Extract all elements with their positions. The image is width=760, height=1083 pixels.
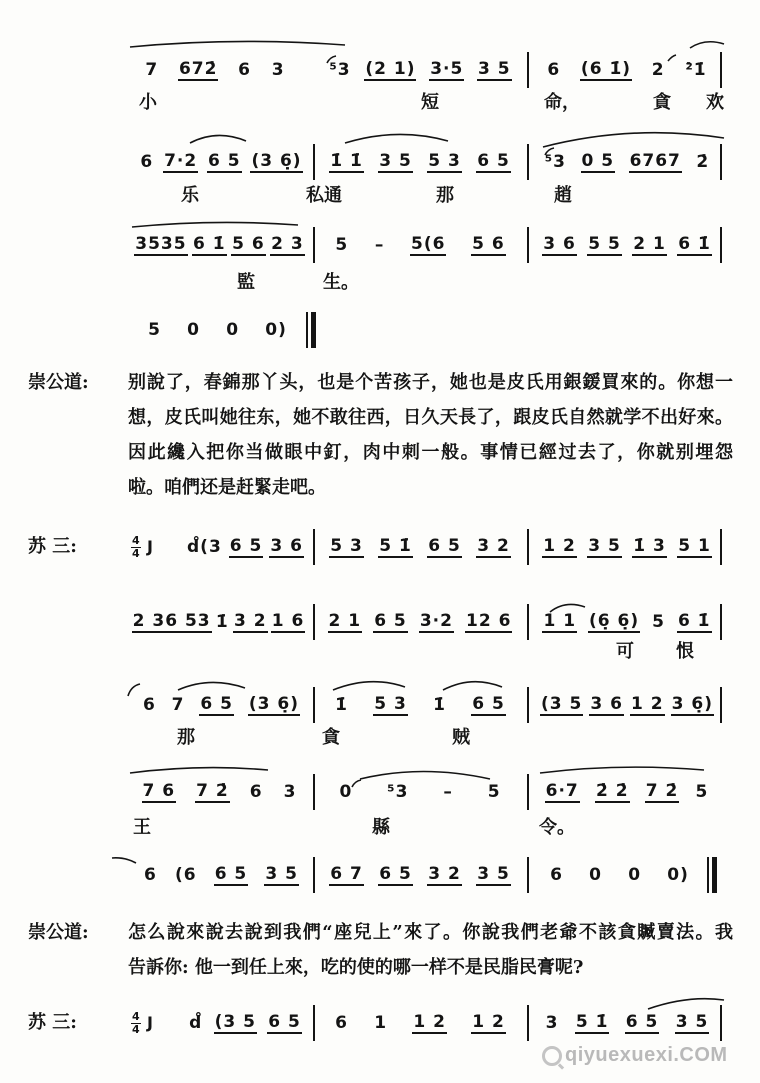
measure: [183, 533, 307, 561]
note-group: 5 3: [428, 151, 461, 171]
note-group: (6: [174, 865, 197, 885]
note-group: 5 6: [232, 234, 265, 254]
measure: [537, 778, 717, 806]
score-system: [0, 312, 760, 348]
speaker-label: 崇公道:: [28, 922, 89, 943]
note-group: 3 2: [428, 864, 461, 884]
note-group: 6 5: [229, 536, 263, 556]
lyric: 貪: [653, 92, 671, 113]
note-group: 5 3: [330, 536, 363, 556]
time-signature-bottom: 4: [132, 547, 140, 560]
note-group: 5 1̇: [575, 1012, 609, 1032]
lyric: 恨: [676, 641, 694, 662]
note-group: (2 1): [365, 59, 416, 79]
note-group: 6: [238, 60, 252, 80]
measure: [537, 861, 702, 889]
measure: [322, 1009, 518, 1037]
speaker-label: 崇公道:: [28, 372, 89, 393]
note-group: 3 6: [590, 694, 623, 714]
watermark-text: qiyuexuexi.COM: [565, 1044, 728, 1066]
lyric: 欢: [706, 92, 724, 113]
barline: [527, 774, 529, 810]
barline: [313, 774, 315, 810]
note-group: 5 5: [588, 234, 621, 254]
watermark-logo-icon: [542, 1046, 562, 1066]
lyric: 贼: [452, 727, 470, 748]
barline: [527, 227, 529, 263]
note-group: 3: [283, 782, 297, 802]
barline: [527, 1005, 529, 1041]
slur: [345, 134, 448, 143]
note-group: ⁵3: [387, 782, 409, 802]
note-group: 5 1: [678, 536, 711, 556]
time-signature-bottom: 4: [132, 1023, 140, 1036]
note-group: 1 1: [543, 611, 577, 631]
note-group: 5: [148, 320, 161, 340]
note-group: 5: [487, 782, 501, 802]
slur: [190, 135, 246, 143]
note-group: 7 2̇: [196, 781, 229, 801]
time-signature-top: 4: [132, 534, 140, 547]
note-group: 1 2: [472, 1012, 505, 1032]
note-group: 6 1̇: [677, 611, 711, 631]
note-group: 6: [142, 695, 156, 715]
note-group: 5: [695, 782, 709, 802]
score-system: [0, 687, 760, 723]
score-system: [0, 227, 760, 263]
barline: [313, 529, 315, 565]
measure: [183, 1009, 307, 1037]
barline: [720, 227, 722, 263]
note-group: 3 5: [265, 864, 298, 884]
slur: [540, 767, 704, 773]
final-barline-thin: [707, 857, 709, 893]
note-group: 1 6: [271, 611, 305, 631]
barline: [527, 529, 529, 565]
dialogue-line: 啦。咱們还是赶緊走吧。: [128, 477, 326, 498]
measure: [537, 231, 717, 259]
note-group: 1 2: [543, 536, 576, 556]
score-system: [0, 529, 760, 565]
note-group: 7·2: [164, 151, 198, 171]
note-group: (6 1̇): [580, 59, 632, 79]
note-group: 2 36 53: [132, 611, 211, 631]
measure: [132, 231, 307, 259]
note-group: 5: [335, 235, 349, 255]
measure: [537, 1009, 717, 1037]
note-group: 6 5: [428, 536, 461, 556]
note-group: –: [374, 235, 385, 255]
lyric: 小: [139, 92, 157, 113]
barline: [313, 604, 315, 640]
note-group: 6: [140, 152, 154, 172]
note-group: (3 5: [214, 1012, 256, 1032]
note-group: 6: [547, 60, 561, 80]
note-group: 2 1: [633, 234, 666, 254]
lyric: 生。: [323, 272, 359, 293]
note-group: 6 7: [330, 864, 363, 884]
score-system: [0, 774, 760, 810]
note-group: 0 5: [581, 151, 615, 171]
barline: [720, 1005, 722, 1041]
dialogue-line: 告訴你: 他一到任上來，吃的使的哪一样不是民脂民膏呢?: [128, 957, 584, 978]
slur: [130, 768, 268, 773]
note-group: 6 1̇: [193, 234, 226, 254]
note-group: 1̇: [335, 695, 348, 715]
tempo-mark: J: [147, 1013, 153, 1032]
lyric: 私通: [306, 185, 342, 206]
note-group: 6 5: [379, 864, 412, 884]
measure: [322, 608, 518, 636]
note-group: 5 3: [374, 694, 407, 714]
lyric: 那: [436, 185, 454, 206]
note-group: 7 6: [142, 781, 176, 801]
measure: [322, 861, 518, 889]
barline: [527, 857, 529, 893]
score-system: [0, 1005, 760, 1041]
barline: [527, 144, 529, 180]
measure: [135, 56, 295, 84]
note-group: 6 5: [472, 694, 505, 714]
note-group: 0: [226, 320, 240, 340]
note-group: 1̇: [433, 695, 446, 715]
note-group: –: [443, 782, 453, 802]
note-group: 3 6: [270, 536, 303, 556]
measure: [322, 691, 518, 719]
note-group: 5(6: [410, 234, 446, 254]
note-group: 1 2: [413, 1012, 446, 1032]
measure: [322, 56, 518, 84]
barline: [313, 1005, 315, 1041]
note-group: 3 5: [588, 536, 621, 556]
note-group: 7: [171, 695, 185, 715]
note-group: 2 3: [271, 234, 304, 254]
note-group: 3 5: [379, 151, 412, 171]
note-group: 6·7: [545, 781, 579, 801]
measure: [135, 861, 307, 889]
measure: [132, 778, 307, 806]
note-group: 0): [265, 320, 287, 340]
slur: [690, 42, 724, 48]
measure: [537, 56, 717, 84]
note-group: 1̇ 1̇: [330, 151, 363, 171]
speaker-label: 苏 三:: [28, 536, 77, 557]
note-group: 3 2: [477, 536, 510, 556]
lyric: 乐: [181, 185, 199, 206]
note-group: 0: [628, 865, 642, 885]
score-system: [0, 52, 760, 88]
note-group: 3·2: [419, 611, 453, 631]
measure: [537, 691, 717, 719]
note-group: 6 5: [477, 151, 510, 171]
lyric: 監: [237, 272, 255, 293]
measure: [537, 148, 717, 176]
note-group: d̊: [189, 1013, 203, 1033]
note-group: 3535: [135, 234, 187, 254]
measure: [135, 148, 307, 176]
note-group: 6 5: [208, 151, 241, 171]
note-group: 0: [339, 782, 353, 802]
note-group: 6 5: [625, 1012, 659, 1032]
score-system: [0, 857, 760, 893]
note-group: 3 5: [675, 1012, 709, 1032]
barline: [720, 144, 722, 180]
note-group: (3 6̣): [248, 694, 299, 714]
note-group: 6: [249, 782, 263, 802]
note-group: 6 5: [268, 1012, 301, 1032]
note-group: 2: [651, 60, 665, 80]
dialogue-line: 想，皮氏叫她往东，她不敢往西，日久天長了，跟皮氏自然就学不出好來。: [128, 407, 733, 428]
note-group: 3 2: [233, 611, 267, 631]
note-group: 6: [550, 865, 563, 885]
speaker-label: 苏 三:: [28, 1012, 77, 1033]
score-system: [0, 144, 760, 180]
final-barline-thick: [311, 312, 316, 348]
note-group: 1̇ 3: [633, 536, 666, 556]
note-group: ⁵3: [544, 152, 567, 172]
slur: [130, 41, 345, 47]
lyric: 趙: [554, 185, 572, 206]
lyric: 命，: [544, 92, 580, 113]
measure: [322, 148, 518, 176]
lyric: 王: [133, 817, 151, 838]
note-group: 0): [667, 865, 689, 885]
note-group: (3 6̣): [251, 151, 302, 171]
note-group: 3·5: [430, 59, 464, 79]
measure: [537, 608, 717, 636]
time-signature: [131, 535, 141, 560]
note-group: 1: [374, 1013, 388, 1033]
barline: [313, 144, 315, 180]
note-group: 1̇: [215, 612, 229, 632]
note-group: 2̇ 2̇: [595, 781, 629, 801]
note-group: 2 1: [328, 611, 362, 631]
barline: [720, 604, 722, 640]
barline: [720, 529, 722, 565]
note-group: 7: [145, 60, 159, 80]
lyric: 短: [421, 92, 439, 113]
note-group: 0: [187, 320, 200, 340]
lyric: 令。: [539, 817, 575, 838]
note-group: 3: [545, 1013, 559, 1033]
note-group: (6̣ 6̣): [589, 611, 640, 631]
lyric: 那: [177, 727, 195, 748]
note-group: 3 6̣): [671, 694, 713, 714]
measure: [135, 691, 307, 719]
time-signature: [131, 1011, 141, 1036]
final-barline-thick: [712, 857, 717, 893]
barline: [720, 52, 722, 88]
measure: [130, 608, 307, 636]
tempo-mark: J: [147, 537, 153, 556]
note-group: 3 6: [543, 234, 576, 254]
note-group: ⁵3: [329, 60, 351, 80]
lyric: 縣: [372, 817, 390, 838]
note-group: 3 5: [477, 864, 510, 884]
note-group: 1 2: [631, 694, 664, 714]
measure: [322, 778, 518, 806]
note-group: 6 5: [200, 694, 233, 714]
note-group: 6 5: [374, 611, 407, 631]
barline: [720, 687, 722, 723]
score-system: [0, 604, 760, 640]
note-group: 6 1̇: [678, 234, 711, 254]
measure: [322, 533, 518, 561]
dialogue-line: 别說了，春錦那丫头，也是个苦孩子，她也是皮氏用銀鍰買來的。你想一: [128, 372, 733, 393]
barline: [527, 52, 529, 88]
note-group: 12 6: [466, 611, 512, 631]
note-group: 0: [589, 865, 602, 885]
barline: [313, 227, 315, 263]
measure: [537, 533, 717, 561]
barline: [313, 687, 315, 723]
time-signature-top: 4: [132, 1010, 140, 1023]
note-group: 6767: [629, 151, 681, 171]
note-group: 3: [271, 60, 285, 80]
note-group: 672̇: [178, 59, 218, 79]
measure: [322, 231, 518, 259]
measure: [135, 316, 300, 344]
note-group: 5 1̇: [379, 536, 412, 556]
note-group: 3 5: [478, 59, 511, 79]
barline: [313, 857, 315, 893]
barline: [527, 604, 529, 640]
note-group: d̊(3: [187, 537, 222, 557]
note-group: 7 2̇: [645, 781, 679, 801]
dialogue-line: 怎么說來說去說到我們“座兒上”來了。你說我們老爺不該貪贓賣法。我: [128, 922, 733, 943]
final-barline-thin: [306, 312, 308, 348]
lyric: 貪: [322, 727, 340, 748]
dialogue-line: 因此纔入把你当做眼中釘，肉中刺一般。事情已經过去了，你就别埋怨: [128, 442, 733, 463]
note-group: (3 5: [541, 694, 583, 714]
note-group: 5: [652, 612, 665, 632]
note-group: 6: [335, 1013, 348, 1033]
lyric: 可: [616, 641, 634, 662]
note-group: 5 6: [472, 234, 505, 254]
note-group: 6 5: [214, 864, 248, 884]
note-group: ²̇1̇: [685, 60, 707, 80]
barline: [527, 687, 529, 723]
note-group: 6: [144, 865, 157, 885]
note-group: 2̇: [696, 152, 710, 172]
